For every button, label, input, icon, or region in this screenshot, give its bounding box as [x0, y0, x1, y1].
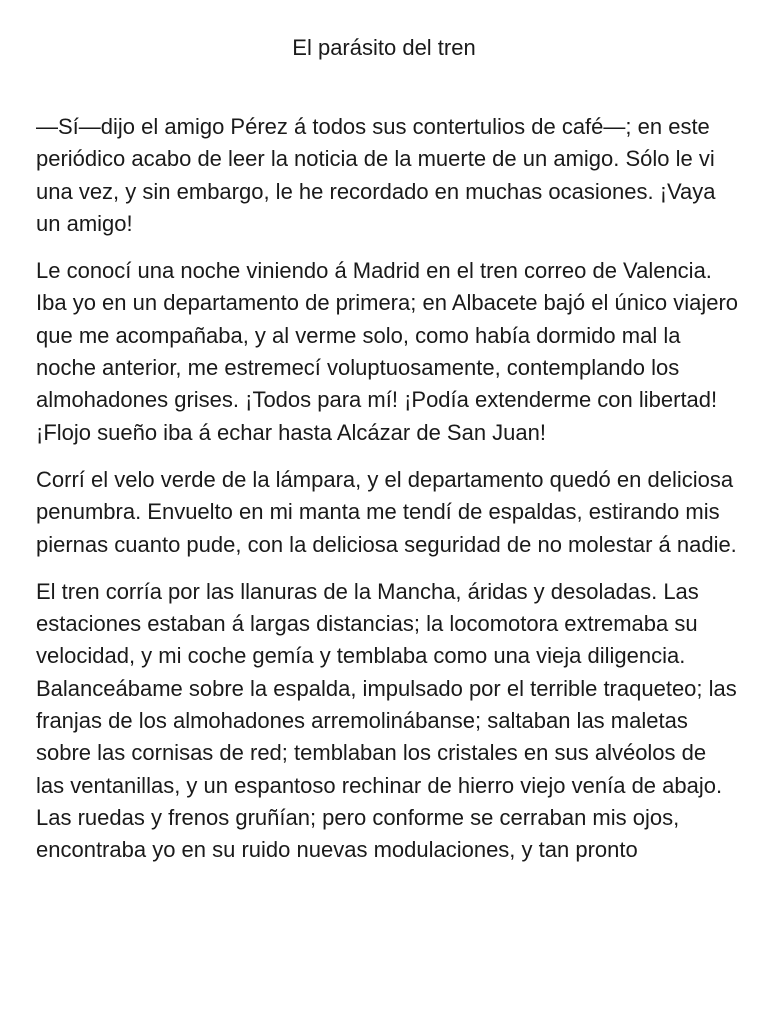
paragraph-1: —Sí—dijo el amigo Pérez á todos sus contertulios de café—; en este periódico acabo de leer la noticia de la muerte de un amigo. Sólo le vi una vez, y sin embargo, le he recordado en muchas ocasiones. ¡Vaya un amigo!	[36, 114, 716, 236]
document-body	[36, 111, 738, 882]
paragraph-3: Corrí el velo verde de la lámpara, y el departamento quedó en deliciosa penumbra. Envuelto en mi manta me tendí de espaldas, estirando mis piernas cuanto pude, con la deliciosa seguridad de no molestar á nadie.	[36, 466, 737, 557]
paragraph-2: Le conocí una noche viniendo á Madrid en el tren correo de Valencia. Iba yo en un departamento de primera; en Albacete bajó el único viajero que me acompañaba, y al verme solo, como había dormido mal la noche anterior, me estremecí voluptuosamente, contemplando los almohadones grises. ¡Todos para mí! ¡Podía extenderme con libertad! ¡Flojo sueño iba á echar hasta Alcázar de San Juan!	[36, 258, 739, 445]
document-title: El parásito del tren	[292, 35, 476, 60]
paragraph-4: El tren corría por las llanuras de la Mancha, áridas y desoladas. Las estaciones estaban á largas distancias; la locomotora extremaba su velocidad, y mi coche gemía y temblaba como una vieja diligencia. Balanceábame sobre la espalda, impulsado por el terrible traqueteo; las franjas de los almohadones arremolinábanse; saltaban las maletas sobre las cornisas de red; temblaban los cristales en sus alvéolos de las ventanillas, y un espantoso rechinar de hierro viejo venía de abajo. Las ruedas y frenos gruñían; pero conforme se cerraban mis ojos, encontraba yo en su ruido nuevas modulaciones, y tan pronto	[36, 578, 737, 863]
